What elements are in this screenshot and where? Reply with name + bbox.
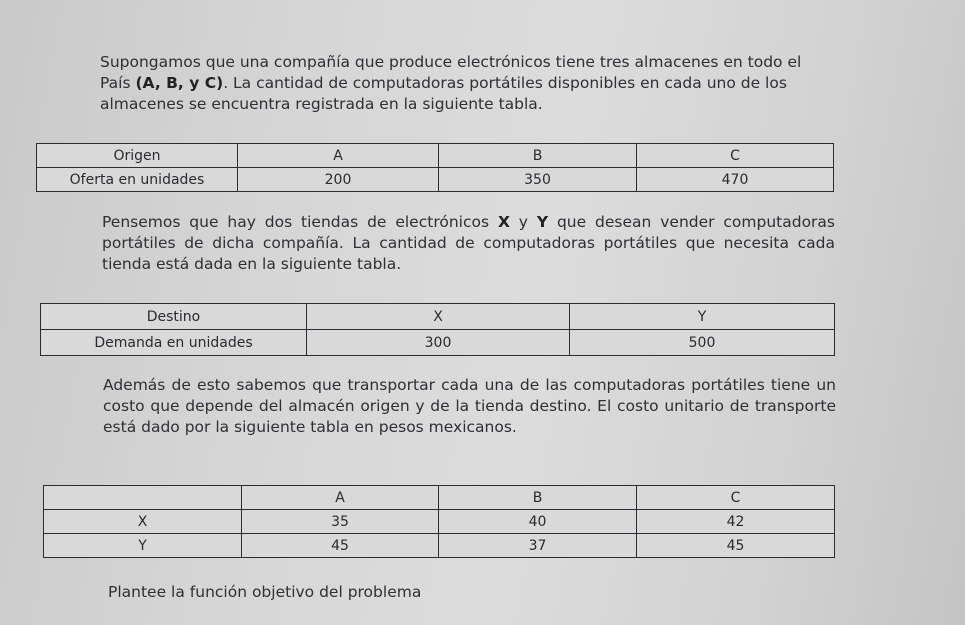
stores-text: Pensemos que hay dos tiendas de electrónicos bbox=[102, 213, 498, 231]
cost-col-b: B bbox=[439, 486, 637, 510]
demand-col-y: Y bbox=[570, 304, 835, 330]
cost-paragraph: Además de esto sabemos que transportar cada una de las computadoras portátiles tiene un costo que depende del almacén origen y de la tienda destino. El costo unitario de transporte está dado por la siguiente tabla en pesos mexicanos. bbox=[103, 376, 836, 436]
cost-header-row bbox=[44, 486, 835, 510]
demand-header-row bbox=[41, 304, 835, 330]
cost-row-x bbox=[44, 510, 835, 534]
cost-x-a: 35 bbox=[242, 510, 439, 534]
cost-y-c: 45 bbox=[637, 534, 835, 558]
cost-row-label-y: Y bbox=[44, 534, 242, 558]
supply-value-a: 200 bbox=[238, 168, 439, 192]
stores-paragraph bbox=[102, 212, 835, 275]
cost-y-a: 45 bbox=[242, 534, 439, 558]
cost-row-y bbox=[44, 534, 835, 558]
intro-text-end: . La cantidad de computadoras portátiles disponibles en cada uno de los almacenes se encuentra registrada en la siguiente tabla. bbox=[100, 74, 787, 113]
supply-row-label: Oferta en unidades bbox=[37, 168, 238, 192]
supply-value-c: 470 bbox=[637, 168, 834, 192]
supply-col-a: A bbox=[238, 144, 439, 168]
question-text: Plantee la función objetivo del problema bbox=[108, 583, 422, 601]
supply-col-b: B bbox=[439, 144, 637, 168]
cost-x-b: 40 bbox=[439, 510, 637, 534]
supply-table bbox=[36, 143, 834, 192]
store-x-bold: X bbox=[497, 213, 510, 231]
store-y-bold: Y bbox=[536, 213, 549, 231]
cost-table bbox=[43, 485, 835, 558]
demand-value-y: 500 bbox=[570, 330, 835, 356]
stores-and: y bbox=[509, 213, 537, 231]
cost-col-c: C bbox=[637, 486, 835, 510]
supply-header-row bbox=[37, 144, 834, 168]
demand-table bbox=[40, 303, 835, 356]
demand-col-x: X bbox=[307, 304, 570, 330]
demand-value-x: 300 bbox=[307, 330, 570, 356]
intro-text: Supongamos que una compañía que produce electrónicos tiene tres almacenes en todo el País bbox=[100, 53, 802, 92]
intro-paragraph bbox=[100, 52, 835, 115]
stores-text-end: que desean vender computadoras portátiles de dicha compañía. La cantidad de computadoras portátiles que necesita cada tienda está dada en la siguiente tabla. bbox=[102, 213, 836, 273]
cost-y-b: 37 bbox=[439, 534, 637, 558]
demand-values-row bbox=[41, 330, 835, 356]
supply-values-row bbox=[37, 168, 834, 192]
demand-header-label: Destino bbox=[41, 304, 307, 330]
warehouses-bold: (A, B, y C) bbox=[135, 74, 224, 92]
cost-x-c: 42 bbox=[637, 510, 835, 534]
supply-col-c: C bbox=[637, 144, 834, 168]
supply-header-label: Origen bbox=[37, 144, 238, 168]
demand-row-label: Demanda en unidades bbox=[41, 330, 307, 356]
supply-value-b: 350 bbox=[439, 168, 637, 192]
cost-row-label-x: X bbox=[44, 510, 242, 534]
cost-corner-cell bbox=[44, 486, 242, 510]
cost-col-a: A bbox=[242, 486, 439, 510]
